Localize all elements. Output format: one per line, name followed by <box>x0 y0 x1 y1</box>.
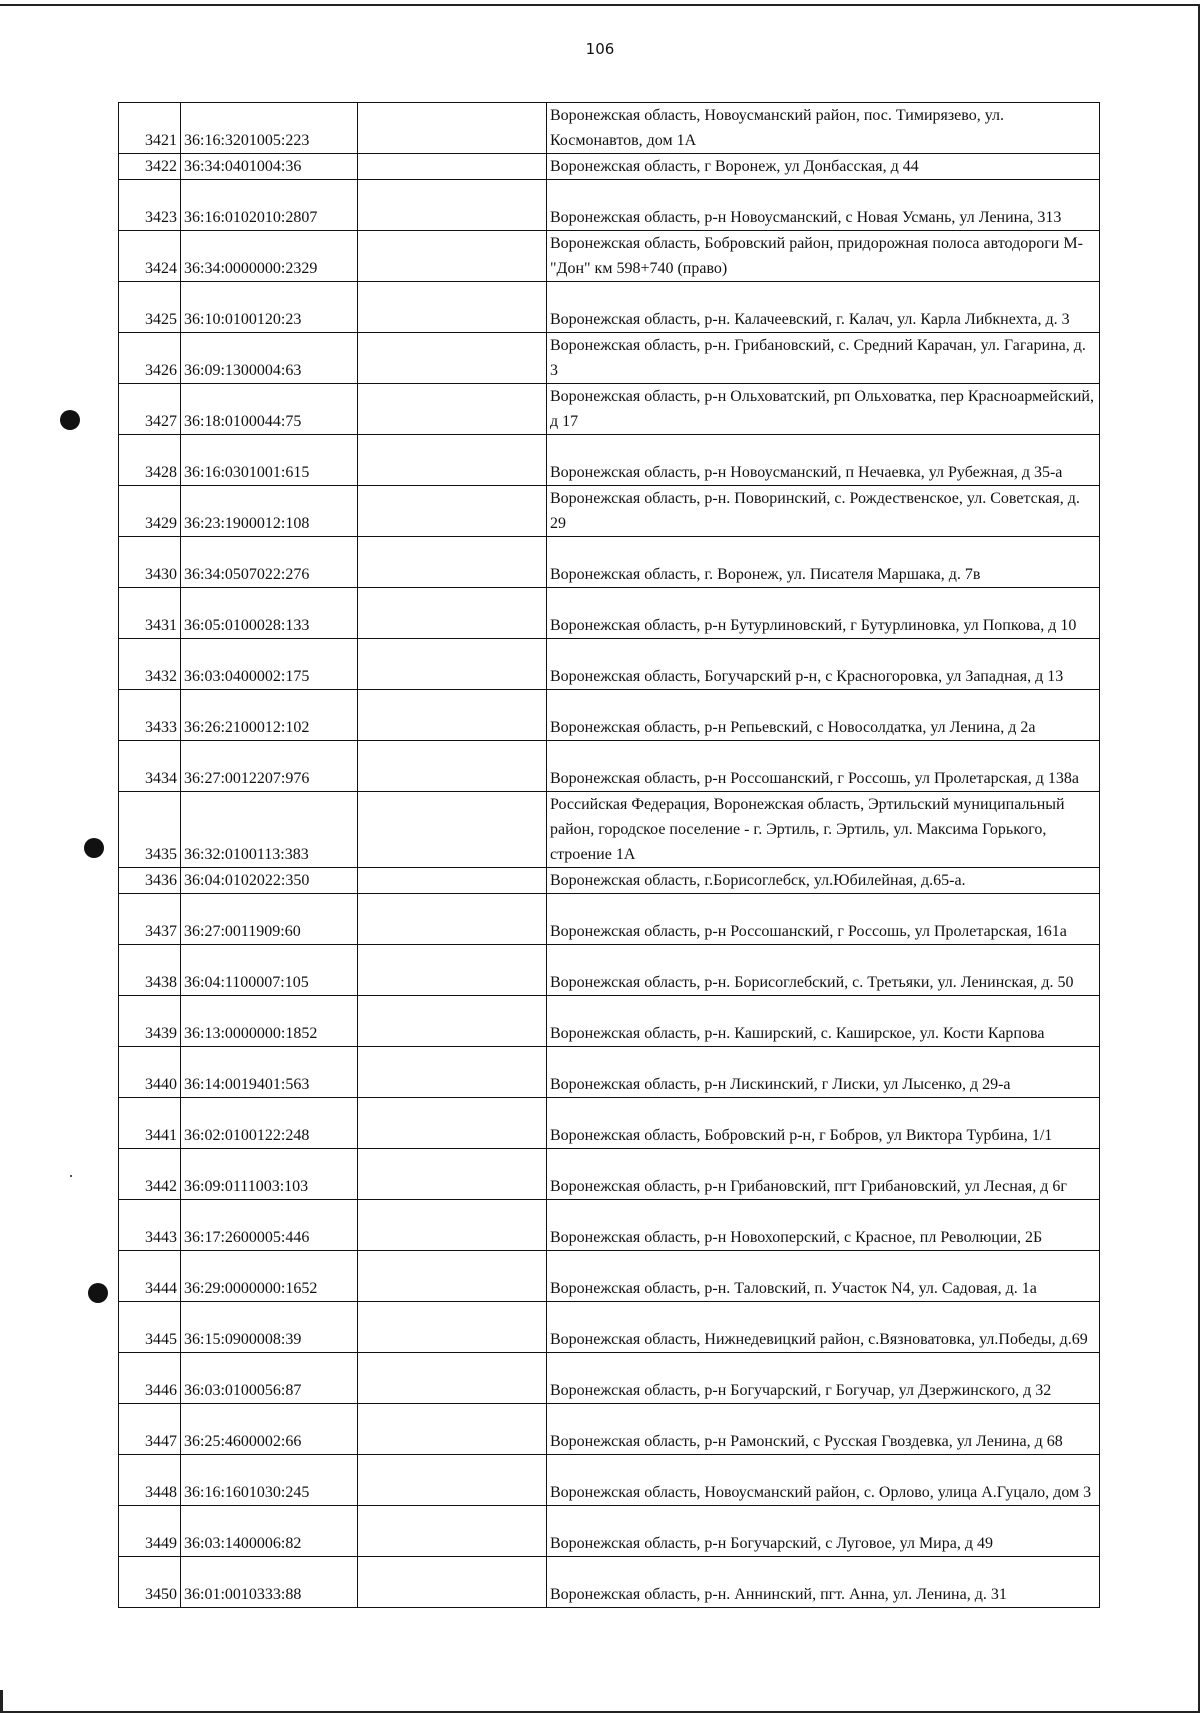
empty-cell <box>358 282 547 333</box>
empty-cell <box>358 1098 547 1149</box>
address-cell: Воронежская область, р-н Богучарский, г Богучар, ул Дзержинского, д 32 <box>547 1353 1100 1404</box>
row-number-cell: 3435 <box>119 792 181 868</box>
cadastral-number-cell: 36:04:1100007:105 <box>181 945 358 996</box>
row-number-cell: 3443 <box>119 1200 181 1251</box>
empty-cell <box>358 1251 547 1302</box>
cadastral-number-cell: 36:34:0507022:276 <box>181 537 358 588</box>
page-number: 106 <box>585 40 615 58</box>
registry-table <box>118 102 1100 1608</box>
cadastral-number-cell: 36:27:0012207:976 <box>181 741 358 792</box>
empty-cell <box>358 154 547 180</box>
table-row <box>119 1251 1100 1302</box>
table-row <box>119 1455 1100 1506</box>
address-cell: Воронежская область, Бобровский район, придорожная полоса автодороги М-"Дон" км 598+740 (право) <box>547 231 1100 282</box>
address-cell: Воронежская область, р-н. Борисоглебский, с. Третьяки, ул. Ленинская, д. 50 <box>547 945 1100 996</box>
address-cell: Воронежская область, р-н. Поворинский, с. Рождественское, ул. Советская, д. 29 <box>547 486 1100 537</box>
cadastral-number-cell: 36:04:0102022:350 <box>181 868 358 894</box>
row-number-cell: 3449 <box>119 1506 181 1557</box>
row-number-cell: 3421 <box>119 103 181 154</box>
row-number-cell: 3445 <box>119 1302 181 1353</box>
empty-cell <box>358 1302 547 1353</box>
cadastral-number-cell: 36:16:0301001:615 <box>181 435 358 486</box>
row-number-cell: 3427 <box>119 384 181 435</box>
table-row <box>119 180 1100 231</box>
address-cell: Воронежская область, Новоусманский район, пос. Тимирязево, ул. Космонавтов, дом 1А <box>547 103 1100 154</box>
empty-cell <box>358 639 547 690</box>
empty-cell <box>358 996 547 1047</box>
address-cell: Воронежская область, г Воронеж, ул Донбасская, д 44 <box>547 154 1100 180</box>
table-row <box>119 996 1100 1047</box>
row-number-cell: 3423 <box>119 180 181 231</box>
table-row <box>119 792 1100 868</box>
empty-cell <box>358 537 547 588</box>
table-row <box>119 1047 1100 1098</box>
table-row <box>119 103 1100 154</box>
table-row <box>119 154 1100 180</box>
row-number-cell: 3446 <box>119 1353 181 1404</box>
table-row <box>119 894 1100 945</box>
empty-cell <box>358 1047 547 1098</box>
cadastral-number-cell: 36:13:0000000:1852 <box>181 996 358 1047</box>
table-row <box>119 1149 1100 1200</box>
empty-cell <box>358 1149 547 1200</box>
cadastral-number-cell: 36:16:3201005:223 <box>181 103 358 154</box>
empty-cell <box>358 588 547 639</box>
row-number-cell: 3429 <box>119 486 181 537</box>
table-row <box>119 868 1100 894</box>
row-number-cell: 3441 <box>119 1098 181 1149</box>
cadastral-number-cell: 36:03:0100056:87 <box>181 1353 358 1404</box>
scan-frame-top <box>0 4 1200 6</box>
empty-cell <box>358 231 547 282</box>
empty-cell <box>358 945 547 996</box>
row-number-cell: 3428 <box>119 435 181 486</box>
address-cell: Воронежская область, Бобровский р-н, г Бобров, ул Виктора Турбина, 1/1 <box>547 1098 1100 1149</box>
cadastral-number-cell: 36:09:1300004:63 <box>181 333 358 384</box>
row-number-cell: 3437 <box>119 894 181 945</box>
table-row <box>119 1200 1100 1251</box>
cadastral-number-cell: 36:29:0000000:1652 <box>181 1251 358 1302</box>
address-cell: Воронежская область, р-н Новохоперский, с Красное, пл Революции, 2Б <box>547 1200 1100 1251</box>
address-cell: Воронежская область, р-н. Грибановский, с. Средний Карачан, ул. Гагарина, д. 3 <box>547 333 1100 384</box>
empty-cell <box>358 1353 547 1404</box>
table-row <box>119 282 1100 333</box>
empty-cell <box>358 103 547 154</box>
table-row <box>119 1404 1100 1455</box>
empty-cell <box>358 1455 547 1506</box>
empty-cell <box>358 894 547 945</box>
row-number-cell: 3426 <box>119 333 181 384</box>
row-number-cell: 3438 <box>119 945 181 996</box>
cadastral-number-cell: 36:16:1601030:245 <box>181 1455 358 1506</box>
cadastral-number-cell: 36:10:0100120:23 <box>181 282 358 333</box>
address-cell: Воронежская область, р-н Россошанский, г Россошь, ул Пролетарская, д 138а <box>547 741 1100 792</box>
empty-cell <box>358 741 547 792</box>
table-row <box>119 1506 1100 1557</box>
table-row <box>119 486 1100 537</box>
cadastral-number-cell: 36:15:0900008:39 <box>181 1302 358 1353</box>
table-row <box>119 690 1100 741</box>
row-number-cell: 3433 <box>119 690 181 741</box>
address-cell: Воронежская область, р-н. Каширский, с. Каширское, ул. Кости Карпова <box>547 996 1100 1047</box>
cadastral-number-cell: 36:34:0000000:2329 <box>181 231 358 282</box>
cadastral-number-cell: 36:16:0102010:2807 <box>181 180 358 231</box>
row-number-cell: 3430 <box>119 537 181 588</box>
cadastral-number-cell: 36:27:0011909:60 <box>181 894 358 945</box>
row-number-cell: 3424 <box>119 231 181 282</box>
row-number-cell: 3425 <box>119 282 181 333</box>
empty-cell <box>358 1557 547 1608</box>
table-row <box>119 588 1100 639</box>
address-cell: Воронежская область, р-н. Таловский, п. Участок N4, ул. Садовая, д. 1а <box>547 1251 1100 1302</box>
empty-cell <box>358 792 547 868</box>
address-cell: Воронежская область, г.Борисоглебск, ул.Юбилейная, д.65-а. <box>547 868 1100 894</box>
address-cell: Воронежская область, р-н Россошанский, г Россошь, ул Пролетарская, 161а <box>547 894 1100 945</box>
cadastral-number-cell: 36:18:0100044:75 <box>181 384 358 435</box>
row-number-cell: 3431 <box>119 588 181 639</box>
address-cell: Воронежская область, р-н Богучарский, с Луговое, ул Мира, д 49 <box>547 1506 1100 1557</box>
address-cell: Воронежская область, р-н Новоусманский, с Новая Усмань, ул Ленина, 313 <box>547 180 1100 231</box>
empty-cell <box>358 180 547 231</box>
address-cell: Воронежская область, р-н Рамонский, с Русская Гвоздевка, ул Ленина, д 68 <box>547 1404 1100 1455</box>
table-row <box>119 639 1100 690</box>
empty-cell <box>358 690 547 741</box>
cadastral-number-cell: 36:26:2100012:102 <box>181 690 358 741</box>
row-number-cell: 3434 <box>119 741 181 792</box>
row-number-cell: 3450 <box>119 1557 181 1608</box>
table-row <box>119 384 1100 435</box>
table-row <box>119 1353 1100 1404</box>
address-cell: Воронежская область, г. Воронеж, ул. Писателя Маршака, д. 7в <box>547 537 1100 588</box>
address-cell: Воронежская область, р-н Репьевский, с Новосолдатка, ул Ленина, д 2а <box>547 690 1100 741</box>
empty-cell <box>358 868 547 894</box>
table-row <box>119 333 1100 384</box>
registry-table-body <box>119 103 1100 1608</box>
address-cell: Воронежская область, р-н. Аннинский, пгт. Анна, ул. Ленина, д. 31 <box>547 1557 1100 1608</box>
cadastral-number-cell: 36:23:1900012:108 <box>181 486 358 537</box>
address-cell: Российская Федерация, Воронежская область, Эртильский муниципальный район, городское поселение - г. Эртиль, г. Эртиль, ул. Максима Горького, строение 1А <box>547 792 1100 868</box>
address-cell: Воронежская область, Новоусманский район, с. Орлово, улица А.Гуцало, дом 3 <box>547 1455 1100 1506</box>
address-cell: Воронежская область, р-н Грибановский, пгт Грибановский, ул Лесная, д 6г <box>547 1149 1100 1200</box>
address-cell: Воронежская область, р-н Лискинский, г Лиски, ул Лысенко, д 29-а <box>547 1047 1100 1098</box>
empty-cell <box>358 384 547 435</box>
empty-cell <box>358 333 547 384</box>
empty-cell <box>358 1404 547 1455</box>
table-row <box>119 1302 1100 1353</box>
cadastral-number-cell: 36:25:4600002:66 <box>181 1404 358 1455</box>
row-number-cell: 3432 <box>119 639 181 690</box>
cadastral-number-cell: 36:03:1400006:82 <box>181 1506 358 1557</box>
row-number-cell: 3440 <box>119 1047 181 1098</box>
empty-cell <box>358 435 547 486</box>
cadastral-number-cell: 36:02:0100122:248 <box>181 1098 358 1149</box>
address-cell: Воронежская область, Нижнедевицкий район, с.Вязноватовка, ул.Победы, д.69 <box>547 1302 1100 1353</box>
cadastral-number-cell: 36:14:0019401:563 <box>181 1047 358 1098</box>
address-cell: Воронежская область, р-н Новоусманский, п Нечаевка, ул Рубежная, д 35-а <box>547 435 1100 486</box>
address-cell: Воронежская область, Богучарский р-н, с Красногоровка, ул Западная, д 13 <box>547 639 1100 690</box>
cadastral-number-cell: 36:01:0010333:88 <box>181 1557 358 1608</box>
cadastral-number-cell: 36:34:0401004:36 <box>181 154 358 180</box>
table-row <box>119 741 1100 792</box>
table-row <box>119 537 1100 588</box>
punch-hole-mark <box>60 410 80 430</box>
empty-cell <box>358 486 547 537</box>
row-number-cell: 3444 <box>119 1251 181 1302</box>
empty-cell <box>358 1200 547 1251</box>
row-number-cell: 3439 <box>119 996 181 1047</box>
cadastral-number-cell: 36:05:0100028:133 <box>181 588 358 639</box>
row-number-cell: 3436 <box>119 868 181 894</box>
scan-frame-left <box>0 1690 3 1713</box>
row-number-cell: 3448 <box>119 1455 181 1506</box>
cadastral-number-cell: 36:32:0100113:383 <box>181 792 358 868</box>
punch-hole-mark <box>88 1283 108 1303</box>
cadastral-number-cell: 36:17:2600005:446 <box>181 1200 358 1251</box>
row-number-cell: 3447 <box>119 1404 181 1455</box>
empty-cell <box>358 1506 547 1557</box>
cadastral-number-cell: 36:09:0111003:103 <box>181 1149 358 1200</box>
table-row <box>119 945 1100 996</box>
cadastral-number-cell: 36:03:0400002:175 <box>181 639 358 690</box>
row-number-cell: 3442 <box>119 1149 181 1200</box>
address-cell: Воронежская область, р-н Ольховатский, рп Ольховатка, пер Красноармейский, д 17 <box>547 384 1100 435</box>
table-row <box>119 1098 1100 1149</box>
row-number-cell: 3422 <box>119 154 181 180</box>
table-row <box>119 231 1100 282</box>
punch-hole-mark <box>84 838 104 858</box>
scan-speck <box>70 1175 72 1177</box>
address-cell: Воронежская область, р-н. Калачеевский, г. Калач, ул. Карла Либкнехта, д. 3 <box>547 282 1100 333</box>
address-cell: Воронежская область, р-н Бутурлиновский, г Бутурлиновка, ул Попкова, д 10 <box>547 588 1100 639</box>
table-row <box>119 1557 1100 1608</box>
table-row <box>119 435 1100 486</box>
